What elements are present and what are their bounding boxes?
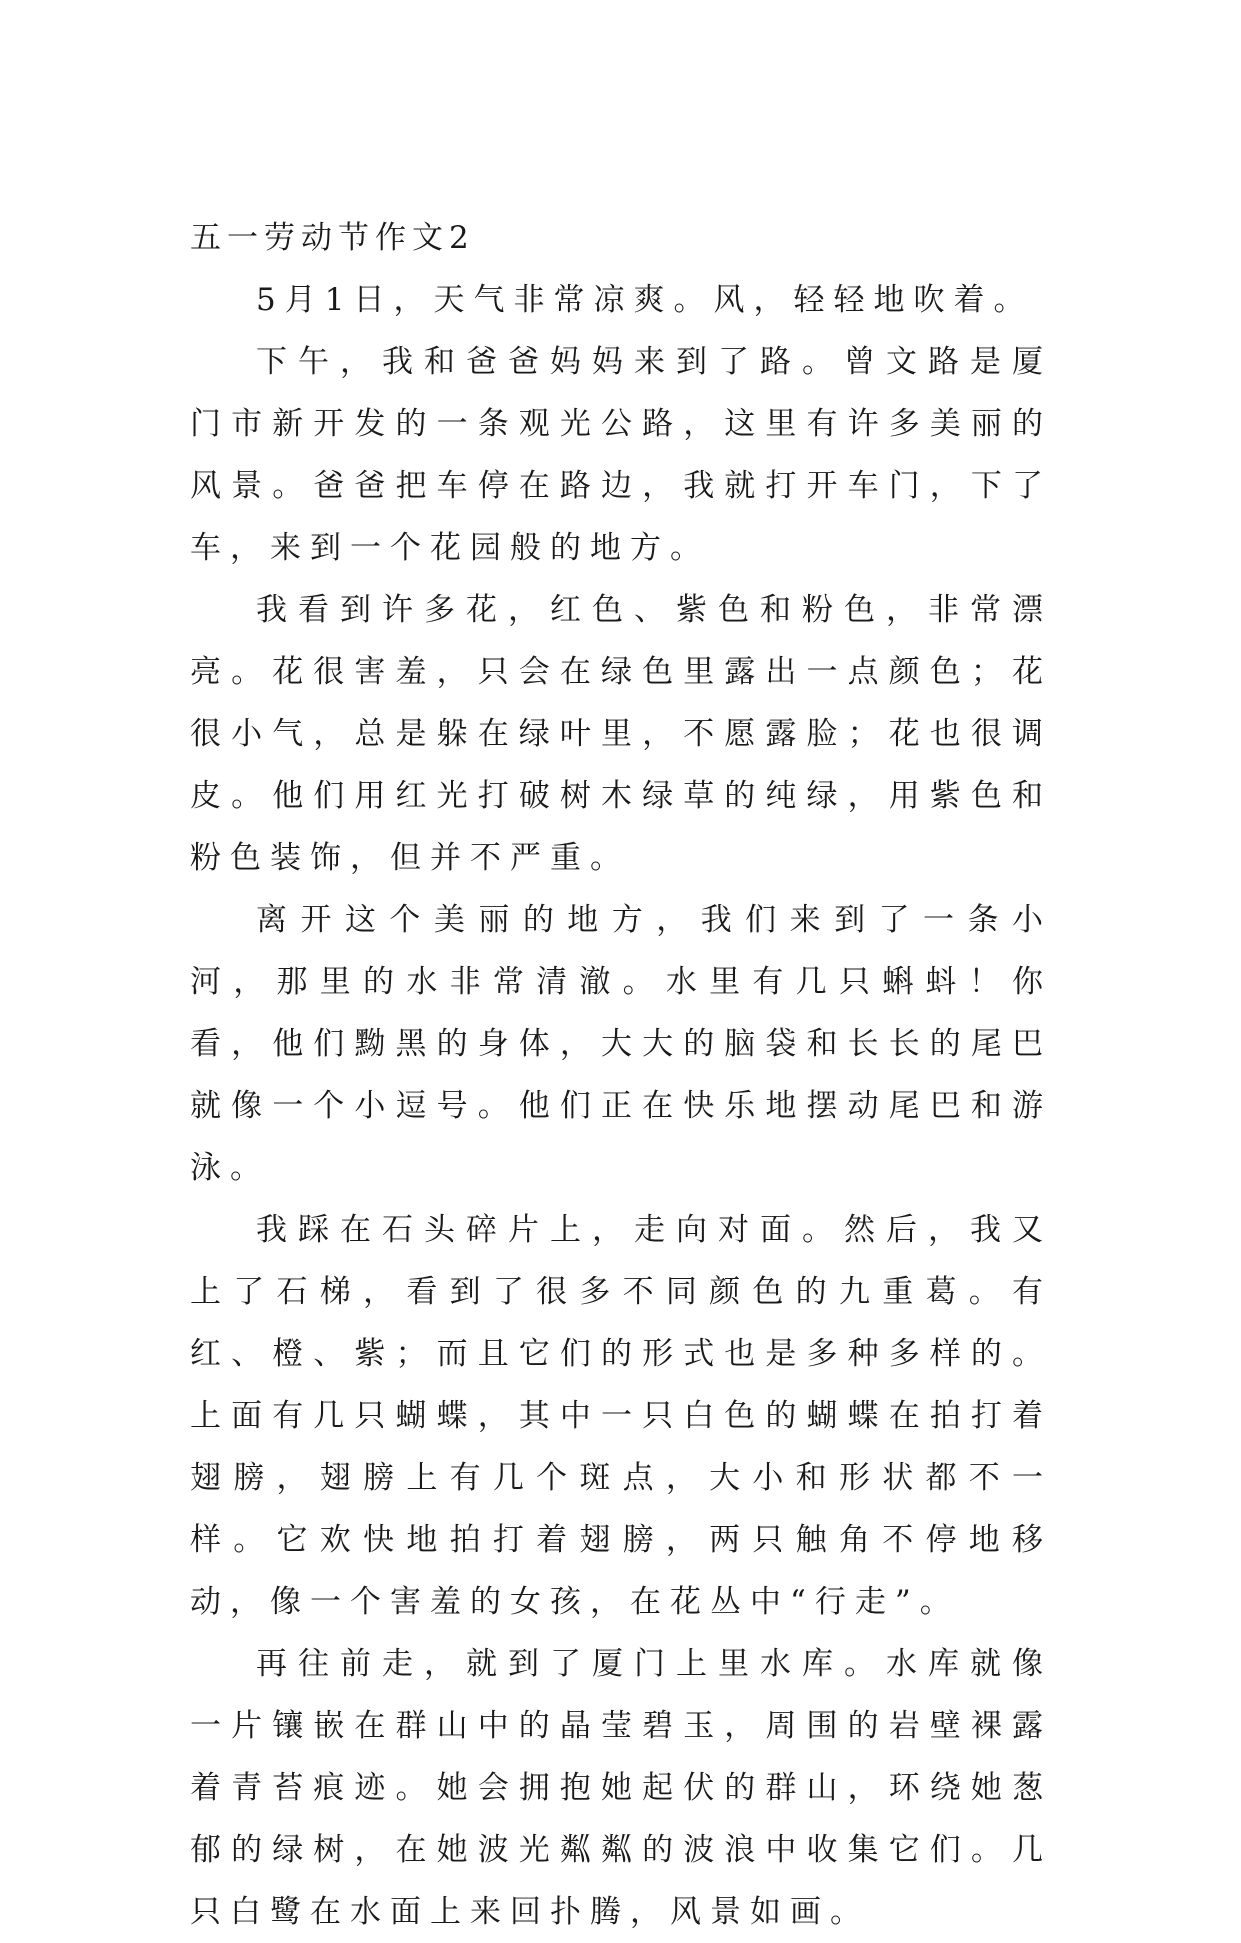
paragraph-3: 我看到许多花，红色、紫色和粉色，非常漂亮。花很害羞，只会在绿色里露出一点颜色；花很小气，总是躲在绿叶里，不愿露脸；花也很调皮。他们用红光打破树木绿草的纯绿，用紫色和粉色装饰，但并不严重。 xyxy=(190,592,1052,876)
document-page xyxy=(190,207,1052,1943)
paragraph-2: 下午，我和爸爸妈妈来到了路。曾文路是厦门市新开发的一条观光公路，这里有许多美丽的风景。爸爸把车停在路边，我就打开车门，下了车，来到一个花园般的地方。 xyxy=(190,344,1052,566)
paragraph-6: 再往前走，就到了厦门上里水库。水库就像一片镶嵌在群山中的晶莹碧玉，周围的岩壁裸露着青苔痕迹。她会拥抱她起伏的群山，环绕她葱郁的绿树，在她波光粼粼的波浪中收集它们。几只白鹭在水面上来回扑腾，风景如画。 xyxy=(190,1646,1052,1930)
paragraph-4: 离开这个美丽的地方，我们来到了一条小河，那里的水非常清澈。水里有几只蝌蚪！你看，他们黝黑的身体，大大的脑袋和长长的尾巴就像一个小逗号。他们正在快乐地摆动尾巴和游泳。 xyxy=(190,902,1052,1186)
paragraph-5: 我踩在石头碎片上，走向对面。然后，我又上了石梯，看到了很多不同颜色的九重葛。有红、橙、紫；而且它们的形式也是多种多样的。上面有几只蝴蝶，其中一只白色的蝴蝶在拍打着翅膀，翅膀上有几个斑点，大小和形状都不一样。它欢快地拍打着翅膀，两只触角不停地移动，像一个害羞的女孩，在花丛中“行走”。 xyxy=(190,1212,1052,1620)
paragraph-1: 5月1日，天气非常凉爽。风，轻轻地吹着。 xyxy=(256,282,1034,318)
document-title: 五一劳动节作文2 xyxy=(190,220,475,256)
